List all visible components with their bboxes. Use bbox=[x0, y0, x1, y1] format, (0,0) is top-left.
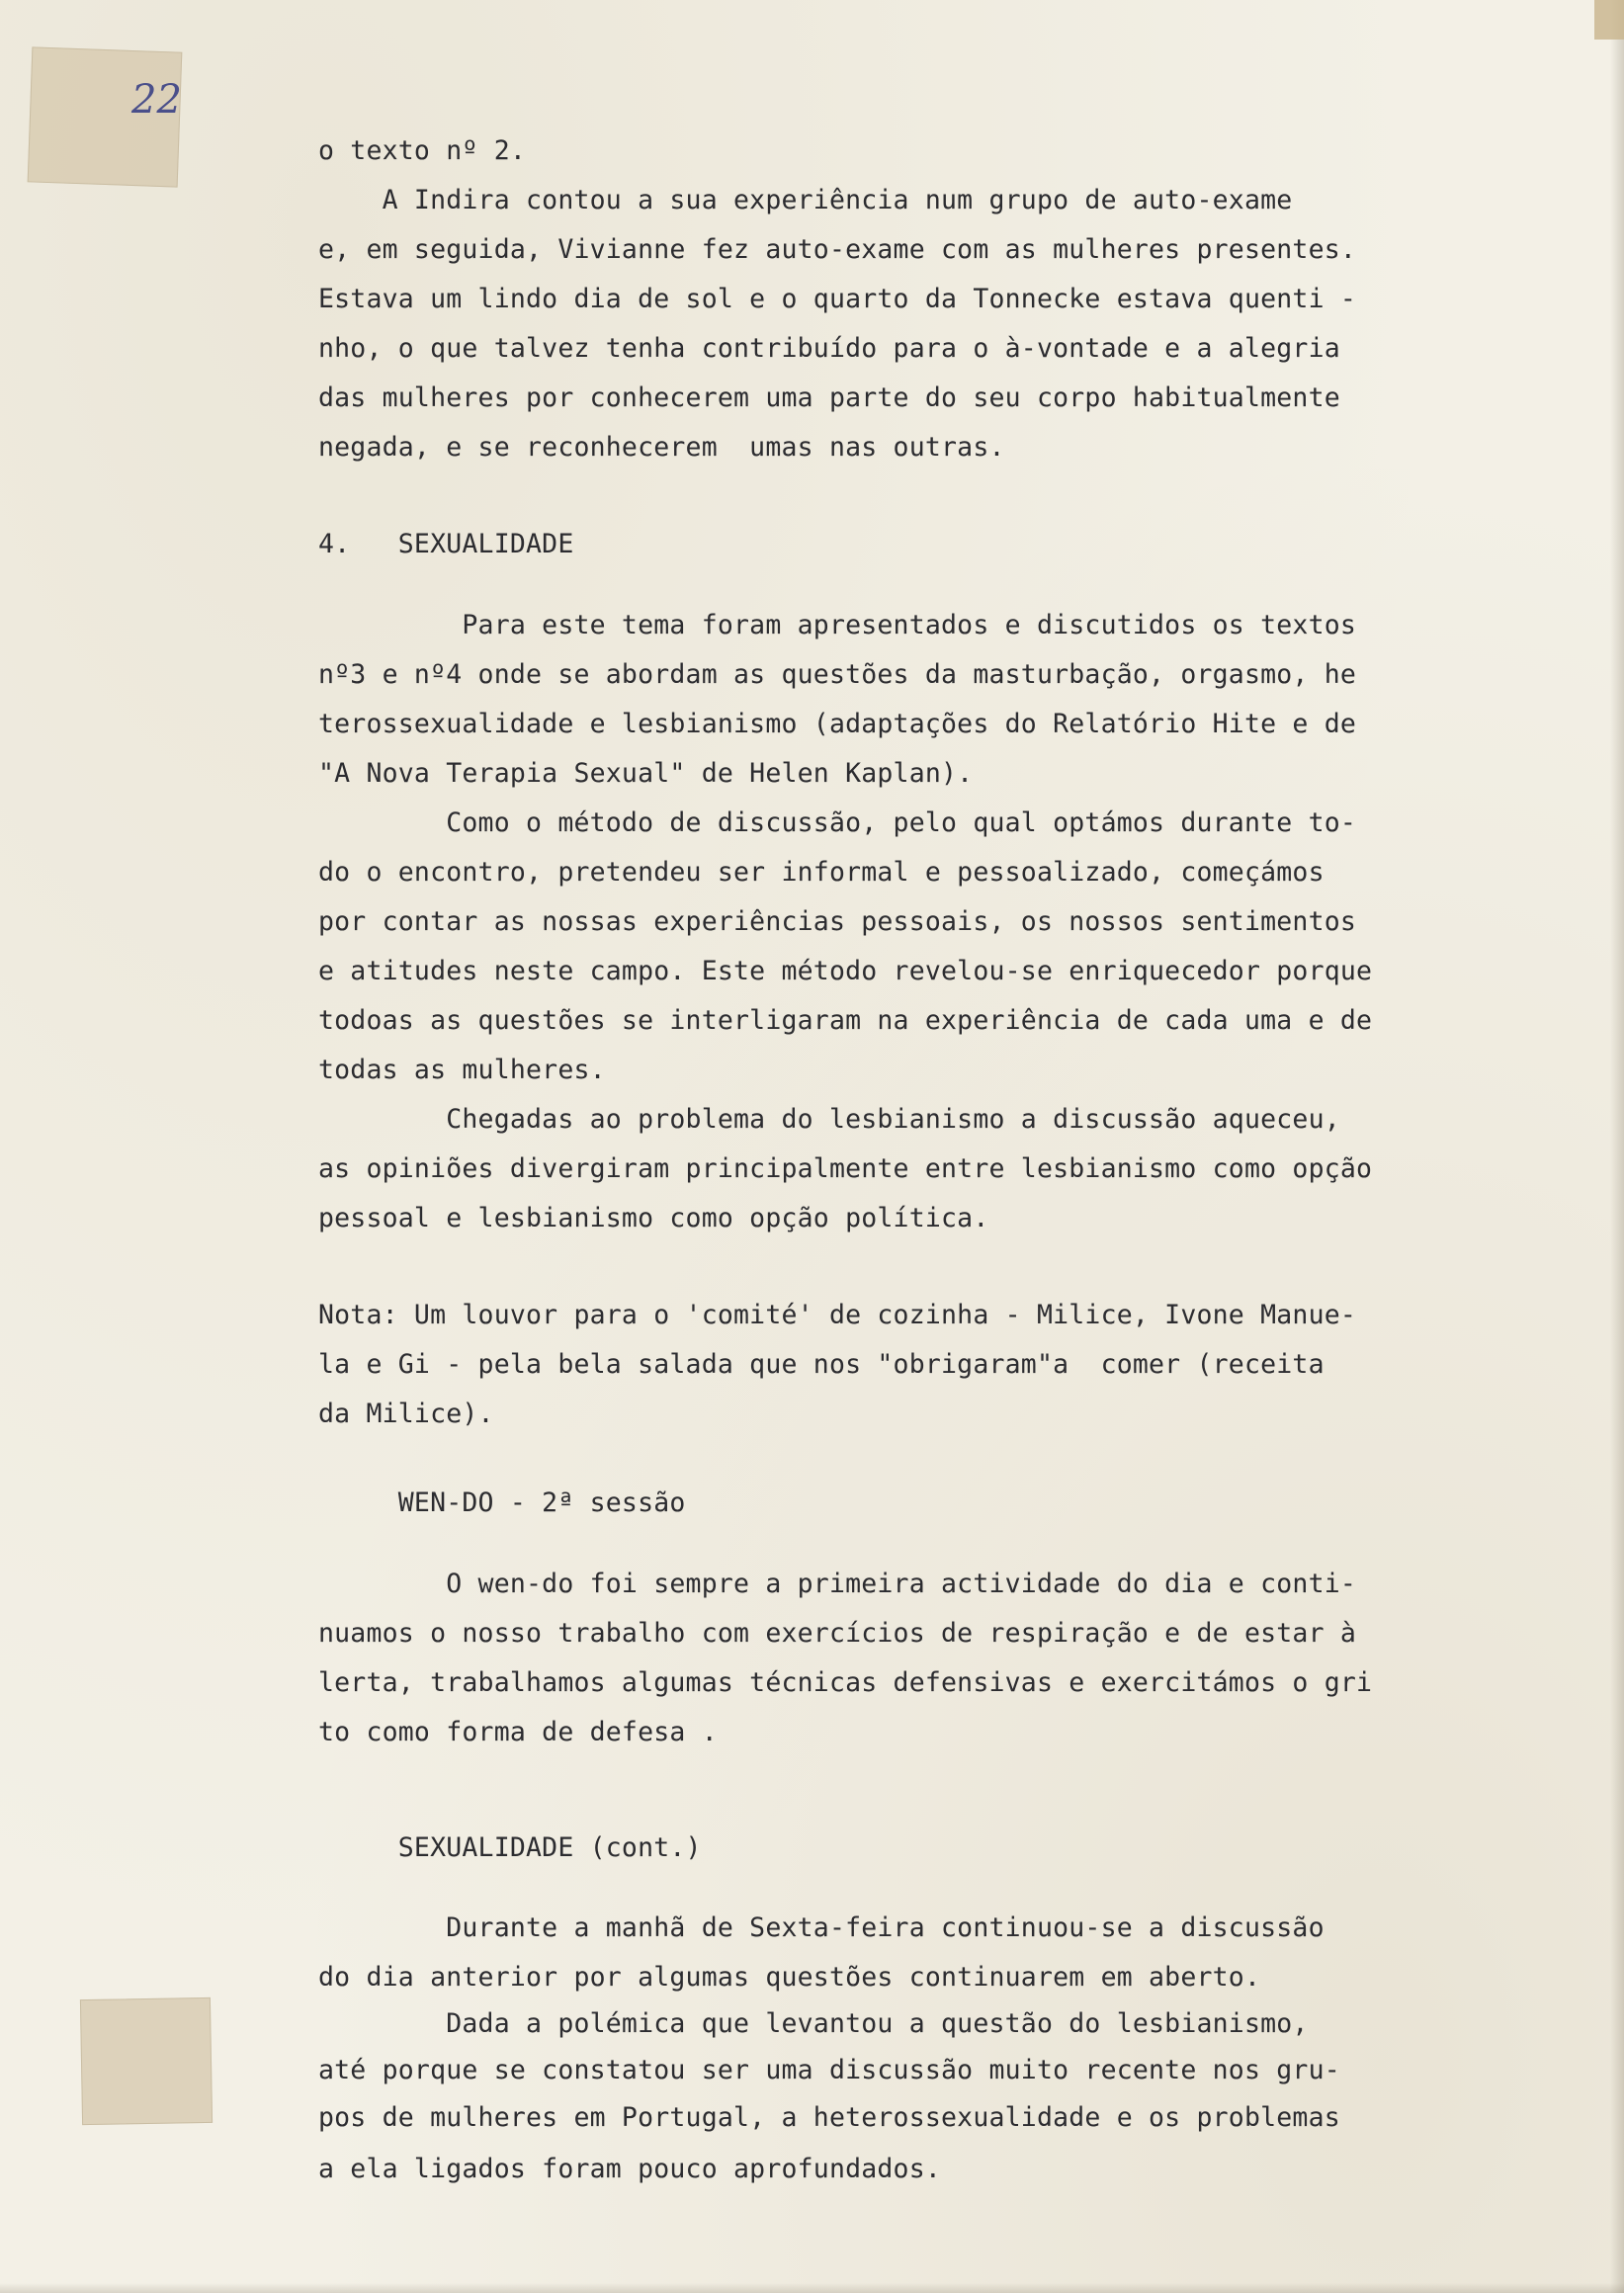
text-line: pessoal e lesbianismo como opção política. bbox=[318, 1203, 989, 1233]
text-line: Dada a polémica que levantou a questão do lesbianismo, bbox=[318, 2008, 1309, 2039]
tape-mark bbox=[80, 1997, 213, 2125]
text-line: e atitudes neste campo. Este método revelou-se enriquecedor porque bbox=[318, 956, 1373, 986]
text-line: negada, e se reconhecerem umas nas outras. bbox=[318, 432, 1005, 463]
note-line: la e Gi - pela bela salada que nos "obrigaram"a comer (receita bbox=[318, 1349, 1325, 1380]
note-line: da Milice). bbox=[318, 1399, 494, 1429]
section-heading: WEN-DO - 2ª sessão bbox=[318, 1487, 686, 1518]
text-line: a ela ligados foram pouco aprofundados. bbox=[318, 2154, 942, 2184]
page-edge-shadow-bottom bbox=[0, 2283, 1624, 2293]
text-line: Como o método de discussão, pelo qual optámos durante to- bbox=[318, 807, 1357, 838]
text-line: lerta, trabalhamos algumas técnicas defensivas e exercitámos o gri bbox=[318, 1667, 1373, 1698]
text-line: todoas as questões se interligaram na experiência de cada uma e de bbox=[318, 1005, 1373, 1036]
text-line: até porque se constatou ser uma discussão muito recente nos gru- bbox=[318, 2055, 1340, 2085]
text-line: "A Nova Terapia Sexual" de Helen Kaplan). bbox=[318, 758, 974, 789]
text-line: Durante a manhã de Sexta-feira continuou-se a discussão bbox=[318, 1912, 1325, 1943]
text-line: e, em seguida, Vivianne fez auto-exame com as mulheres presentes. bbox=[318, 234, 1357, 265]
text-line: das mulheres por conhecerem uma parte do seu corpo habitualmente bbox=[318, 382, 1340, 413]
tape-mark bbox=[1594, 0, 1624, 40]
text-line: por contar as nossas experiências pessoais, os nossos sentimentos bbox=[318, 906, 1357, 937]
text-line: Chegadas ao problema do lesbianismo a discussão aqueceu, bbox=[318, 1104, 1340, 1135]
text-line: todas as mulheres. bbox=[318, 1055, 606, 1085]
text-line: O wen-do foi sempre a primeira actividade do dia e conti- bbox=[318, 1569, 1357, 1599]
page-edge-shadow bbox=[1610, 0, 1624, 2293]
note-line: Nota: Um louvor para o 'comité' de cozinha - Milice, Ivone Manue- bbox=[318, 1300, 1357, 1330]
text-line: A Indira contou a sua experiência num grupo de auto-exame bbox=[318, 185, 1293, 215]
text-line: terossexualidade e lesbianismo (adaptações do Relatório Hite e de bbox=[318, 709, 1357, 739]
section-heading: 4. SEXUALIDADE bbox=[318, 529, 574, 559]
text-line: nho, o que talvez tenha contribuído para o à-vontade e a alegria bbox=[318, 333, 1340, 364]
page-number: 22 bbox=[131, 77, 182, 123]
text-line: nº3 e nº4 onde se abordam as questões da masturbação, orgasmo, he bbox=[318, 659, 1357, 690]
text-line: nuamos o nosso trabalho com exercícios de respiração e de estar à bbox=[318, 1618, 1357, 1649]
text-line: pos de mulheres em Portugal, a heterossexualidade e os problemas bbox=[318, 2102, 1340, 2133]
text-line: to como forma de defesa . bbox=[318, 1717, 718, 1747]
text-line: Estava um lindo dia de sol e o quarto da Tonnecke estava quenti - bbox=[318, 284, 1357, 314]
text-line: do dia anterior por algumas questões continuarem em aberto. bbox=[318, 1962, 1261, 1993]
text-line: as opiniões divergiram principalmente entre lesbianismo como opção bbox=[318, 1153, 1373, 1184]
text-line: o texto nº 2. bbox=[318, 135, 527, 166]
section-heading: SEXUALIDADE (cont.) bbox=[318, 1832, 702, 1863]
text-line: Para este tema foram apresentados e discutidos os textos bbox=[318, 610, 1357, 640]
text-line: do o encontro, pretendeu ser informal e pessoalizado, começámos bbox=[318, 857, 1325, 888]
